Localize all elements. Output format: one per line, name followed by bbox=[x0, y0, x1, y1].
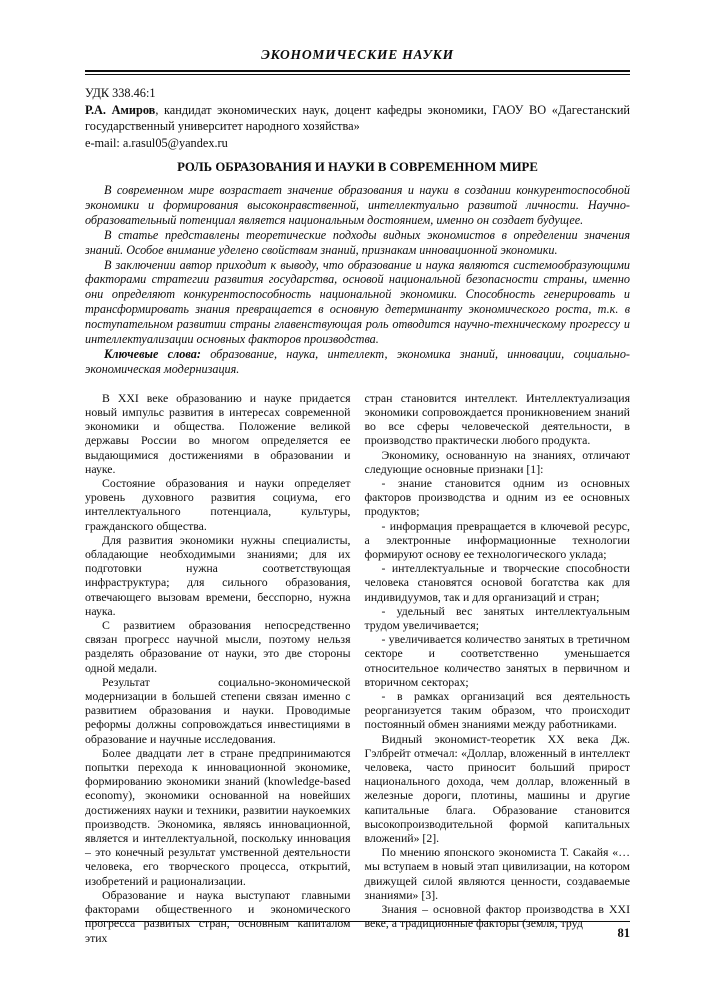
footer-rule bbox=[85, 921, 630, 922]
paragraph: - интеллектуальные и творческие способности человека становятся основой богатства как для индивидуумов, так и для организаций и стран; bbox=[364, 561, 630, 604]
right-column bbox=[365, 391, 631, 945]
keywords-line bbox=[85, 347, 630, 377]
running-head: ЭКОНОМИЧЕСКИЕ НАУКИ bbox=[261, 47, 454, 62]
keywords-label: Ключевые слова: bbox=[104, 346, 201, 361]
paragraph: Состояние образования и науки определяет уровень духовного развития социума, его интеллектуального потенциала, культуры, гражданского общества. bbox=[85, 476, 351, 533]
paragraph: В статье представлены теоретические подходы видных экономистов в определении значения знаний. Особое внимание уделено свойствам знаний, признакам инновационной экономики. bbox=[85, 227, 630, 257]
author-line bbox=[85, 102, 630, 135]
paragraph: Знания – основной фактор производства в XXI веке, а традиционные факторы (земля, труд bbox=[364, 902, 630, 931]
abstract bbox=[85, 183, 630, 347]
page-number: 81 bbox=[617, 926, 630, 940]
left-column bbox=[85, 391, 351, 945]
paragraph: Более двадцати лет в стране предпринимаются попытки перехода к инновационной экономике, формированию экономики знаний (knowledge-based economy), экономики основанной на новейших достижениях науки и техники, развитии наукоемких производств. Экономика, являясь инновационной, является и интеллектуальной, поскольку инновация – это конечный результат умственной деятельности человека, его творческого процесса, открытий, изобретений и рационализации. bbox=[85, 745, 351, 888]
author-name: Р.А. Амиров bbox=[85, 102, 156, 117]
paragraph: - в рамках организаций вся деятельность реорганизуется таким образом, что происходит постоянный обмен знаниями между работниками. bbox=[364, 689, 630, 732]
paragraph: Для развития экономики нужны специалисты, обладающие необходимыми знаниями; для их подготовки нужна соответствующая инфраструктура; для сильного образования, отвечающего вызовам времени, бесспорно, нужна наука. bbox=[85, 532, 351, 618]
paragraph: - увеличивается количество занятых в третичном секторе и соответственно уменьшается относительное количество занятых в первичном и вторичном секторах; bbox=[364, 632, 630, 689]
udc-code: УДК 338.46:1 bbox=[85, 86, 156, 100]
page-footer bbox=[85, 921, 630, 941]
paragraph: Результат социально-экономической модернизации в большей степени связан именно с развитием образования и науки. Проводимые реформы должны сопровождаться инвестициями в образование и научные исследования. bbox=[85, 674, 351, 746]
article-meta bbox=[85, 85, 630, 151]
paragraph: Видный экономист-теоретик XX века Дж. Гэлбрейт отмечал: «Доллар, вложенный в интеллект человека, часто приносит больший прирост национального дохода, чем доллар, вложенный в железные дороги, плотины, машины и другие капитальные блага. Образование становится высокопроизводительной формой капитальных вложений» [2]. bbox=[364, 731, 630, 846]
paragraph: - удельный вес занятых интеллектуальным трудом увеличивается; bbox=[364, 603, 630, 633]
paragraph: стран становится интеллект. Интеллектуализация экономики сопровождается проникновением знаний во все сферы человеческой деятельности, в производство практически любого продукта. bbox=[364, 390, 630, 448]
paragraph: Образование и наука выступают главными факторами общественного и экономического прогресса развитых стран, основным капиталом этих bbox=[85, 887, 351, 945]
paragraph: В XXI веке образованию и науке придается новый импульс развития в интересах современной экономики и общества. Положение великой державы России во многом определяется ее выдающимися достижениями в образовании и науке. bbox=[85, 390, 351, 476]
paragraph: В современном мире возрастает значение образования и науки в создании конкурентоспособной экономики и формирования высоконравственной, интеллектуально развитой личности. Научно-образовательный потенциал является национальным достоянием, именно он создает будущее. bbox=[85, 183, 630, 227]
keywords-text: образование, наука, интеллект, экономика знаний, инновации, социально-экономическая модернизация. bbox=[85, 346, 630, 376]
paragraph: С развитием образования непосредственно связан прогресс научной мысли, поэтому нельзя разделять образование от науки, это две стороны одной медали. bbox=[85, 618, 351, 675]
paragraph: Экономику, основанную на знаниях, отличают следующие основные признаки [1]: bbox=[364, 447, 630, 476]
paragraph: - информация превращается в ключевой ресурс, а электронные информационные технологии формируют основу ее технологического уклада; bbox=[364, 518, 630, 562]
body-columns bbox=[85, 391, 630, 945]
paragraph: - знание становится одним из основных факторов производства и одним из ее основных продуктов; bbox=[364, 476, 630, 519]
header-double-rule bbox=[85, 70, 630, 75]
paragraph: В заключении автор приходит к выводу, что образование и наука являются системообразующими факторами стратегии развития государства, основой национальной безопасности страны, именно они определяют конкурентоспособность национальной экономики. Способность генерировать и трансформировать знания превращается в основную детерминанту экономического роста, т.к. в поступательном развитии страны главенствующая роль отводится научно-техническому прогрессу и интеллектуализации основных факторов производства. bbox=[85, 257, 630, 347]
author-affiliation: , кандидат экономических наук, доцент кафедры экономики, ГАОУ ВО «Дагестанский государственный университет народного хозяйства» bbox=[85, 102, 630, 133]
author-email: e-mail: a.rasul05@yandex.ru bbox=[85, 135, 228, 150]
paragraph: По мнению японского экономиста Т. Сакайя «…мы вступаем в новый этап цивилизации, на котором движущей силой являются ценности, создаваемые знаниями» [3]. bbox=[364, 845, 630, 902]
article-title: РОЛЬ ОБРАЗОВАНИЯ И НАУКИ В СОВРЕМЕННОМ МИРЕ bbox=[177, 160, 538, 174]
